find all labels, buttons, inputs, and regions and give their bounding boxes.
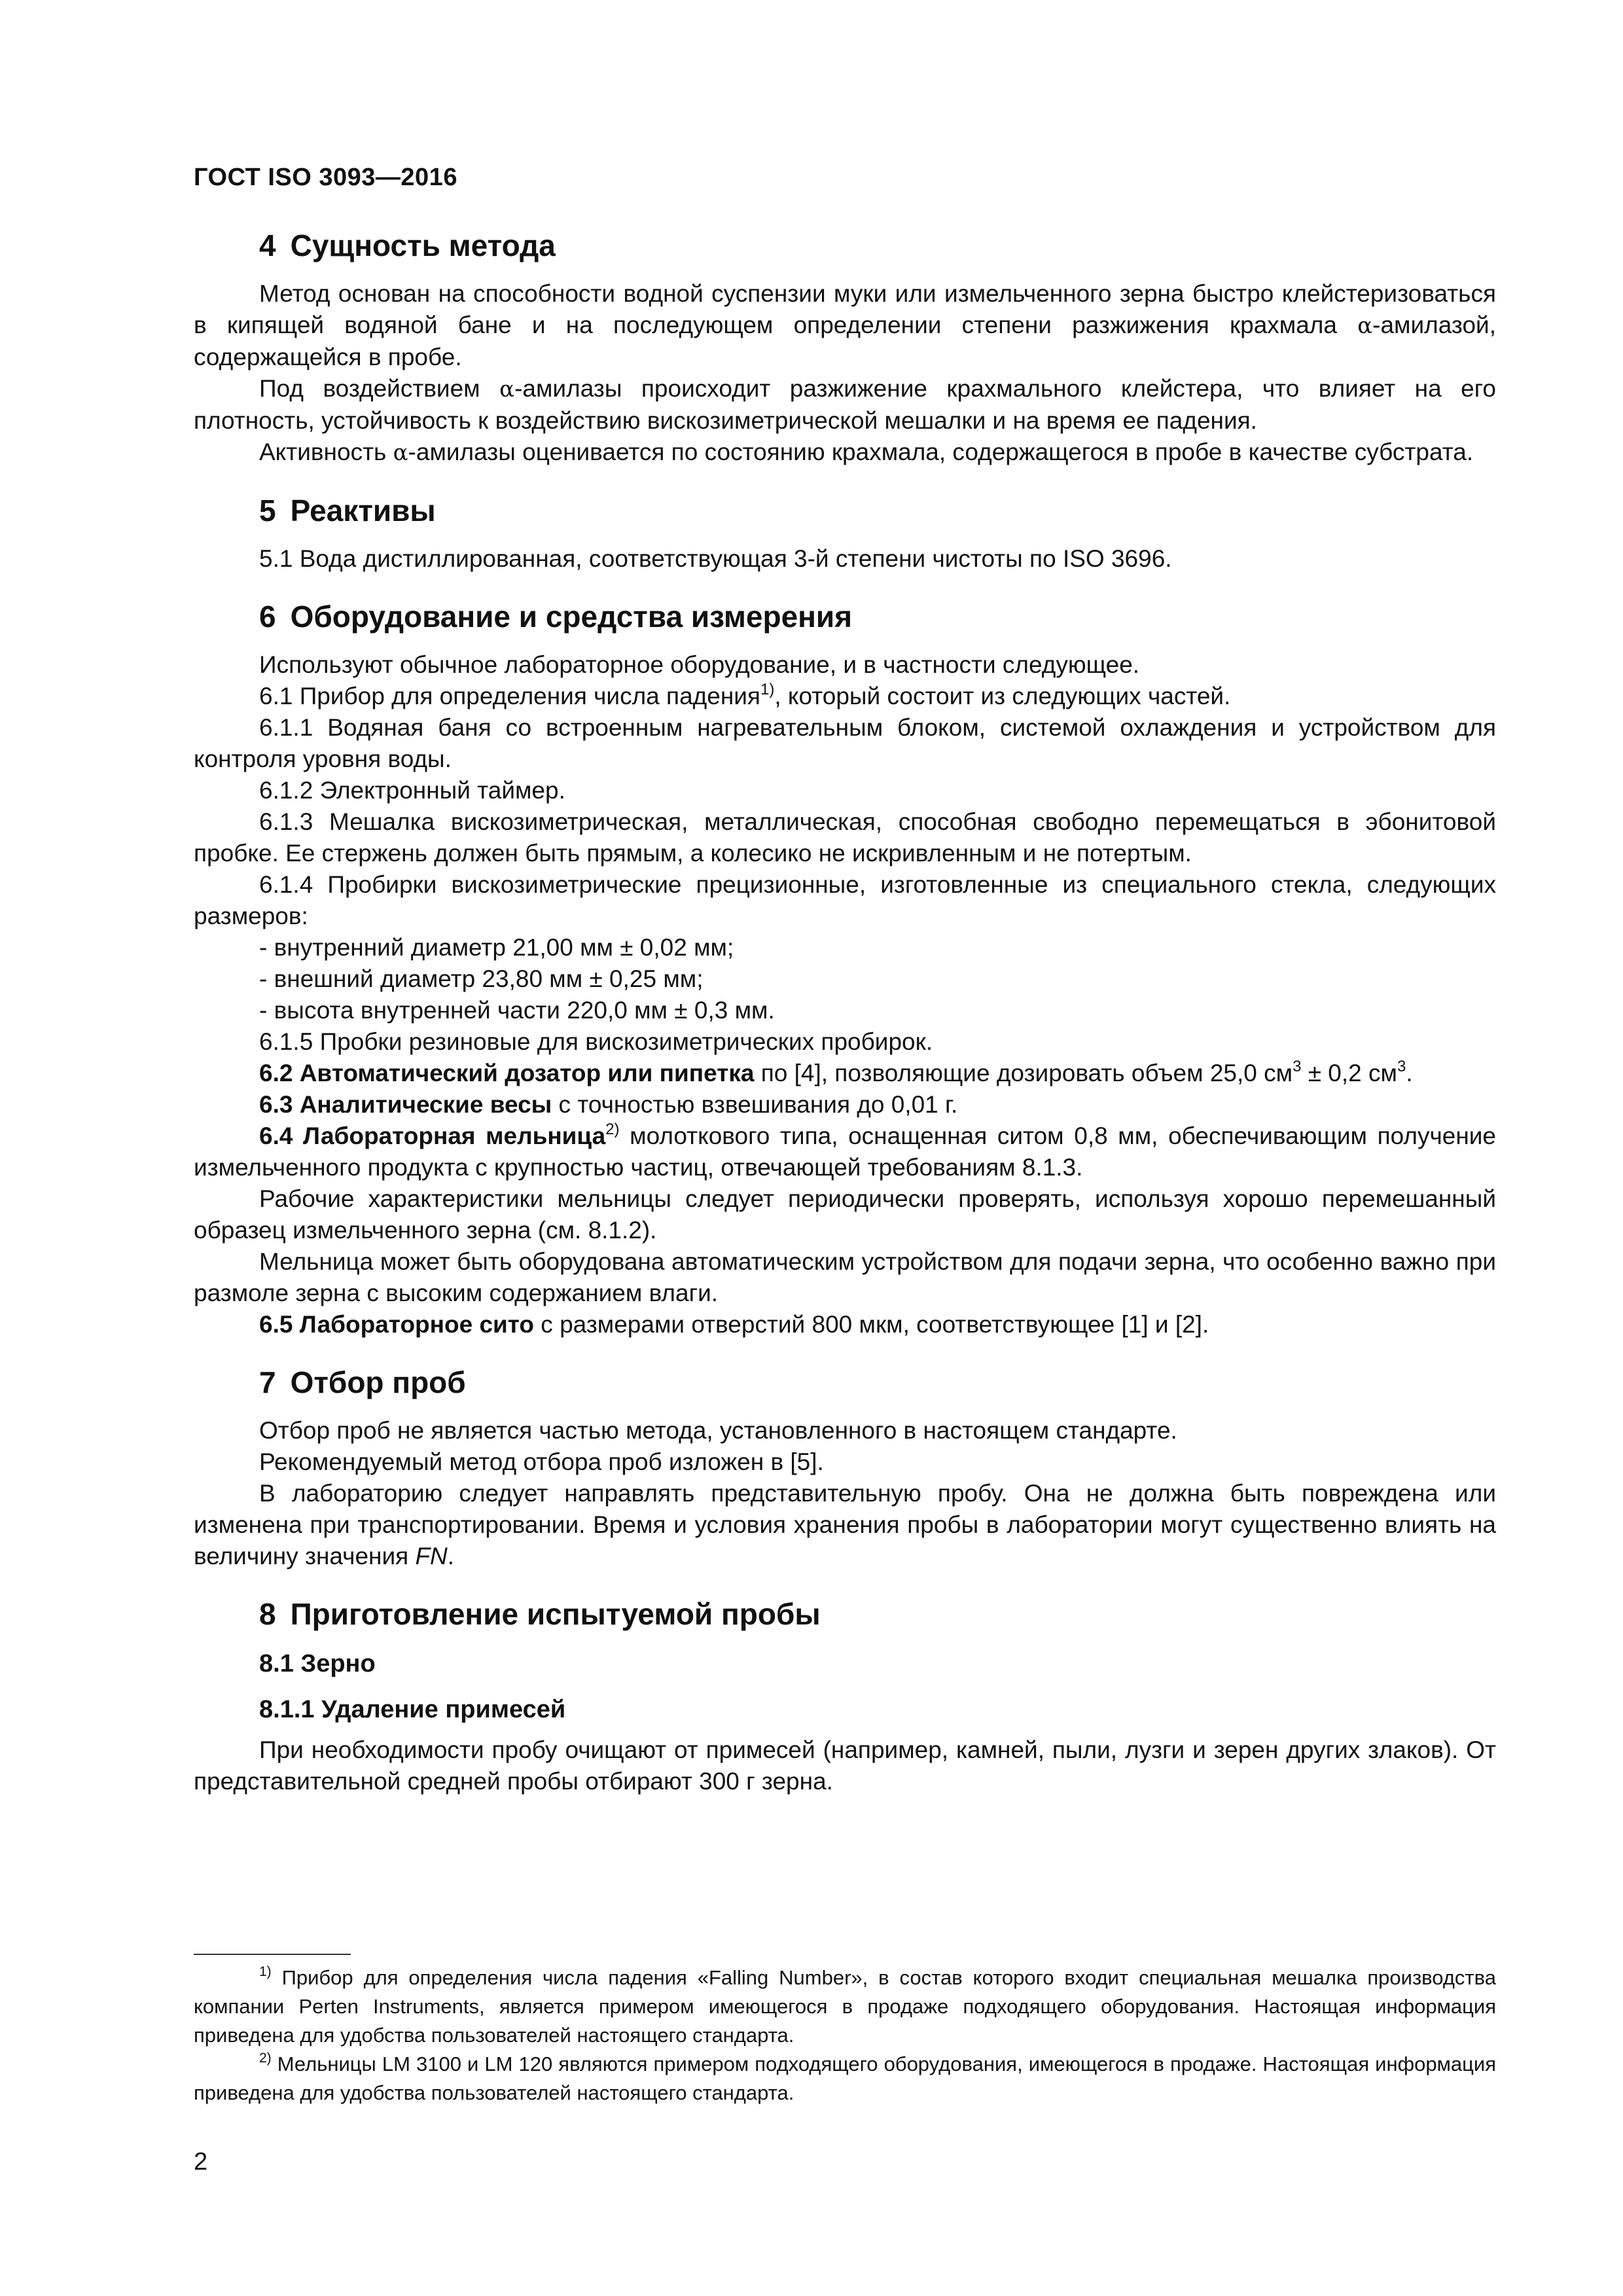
text: , который состоит из следующих частей. [774, 683, 1231, 709]
paragraph: 6.1.2 Электронный таймер. [259, 777, 565, 804]
section-5-heading [194, 491, 1496, 530]
paragraph: 6.1.5 Пробки резиновые для вискозиметрических пробирок. [259, 1028, 933, 1055]
paragraph: Мельница может быть оборудована автоматическим устройством для подачи зерна, что особенно важно при размоле зерна с высоким содержанием влаги. [194, 1248, 1496, 1306]
text: 6.1 Прибор для определения числа падения [259, 683, 760, 709]
paragraph [194, 437, 1496, 469]
section-6-heading [194, 597, 1496, 636]
list-item: - высота внутренней части 220,0 мм ± 0,3 мм. [259, 997, 775, 1024]
document-header: ГОСТ ISO 3093—2016 [194, 164, 457, 191]
text: В лабораторию следует направлять представительную пробу. Она не должна быть повреждена или изменена при транспортировании. Время и условия хранения пробы в лаборатории могут существенно влиять на величину значения [194, 1480, 1496, 1570]
paragraph [194, 1089, 1496, 1121]
section-8-heading [194, 1594, 1496, 1634]
section-7-heading [194, 1363, 1496, 1402]
footnote-1 [194, 1964, 1496, 2050]
text: молоткового типа, оснащенная ситом 0,8 мм, обеспечивающим получение измельченного продукта с крупностью частиц, отвечающей требованиям 8.1.3. [194, 1122, 1496, 1181]
page-number: 2 [194, 2148, 208, 2176]
paragraph [194, 373, 1496, 437]
section-number: 4 [259, 228, 276, 262]
footnote-ref: 2) [605, 1121, 620, 1138]
paragraph: Рекомендуемый метод отбора проб изложен в [5]. [259, 1448, 824, 1475]
alpha-symbol: α [1357, 313, 1373, 339]
footnote-ref: 1) [760, 681, 775, 698]
paragraph: 5.1 Вода дистиллированная, соответствующая 3-й степени чистоты по ISO 3696. [259, 545, 1172, 572]
section-title: Оборудование и средства измерения [290, 600, 853, 634]
superscript: 3 [1293, 1058, 1302, 1075]
text: с точностью взвешивания до 0,01 г. [552, 1091, 958, 1118]
footnotes [194, 1964, 1496, 2108]
bold-term: 6.3 Аналитические весы [259, 1091, 552, 1118]
footnote-divider [194, 1954, 351, 1955]
subsection-8-1-heading: 8.1 Зерно [259, 1650, 376, 1677]
text: . [1406, 1060, 1413, 1086]
section-title: Отбор проб [290, 1365, 466, 1399]
paragraph [194, 1309, 1496, 1340]
paragraph [194, 1478, 1496, 1572]
paragraph: Используют обычное лабораторное оборудование, и в частности следующее. [259, 651, 1140, 678]
text: -амилазы происходит разжижение крахмального клейстера, что влияет на его плотность, устойчивость к воздействию вискозиметрической мешалки и на время ее падения. [194, 375, 1497, 434]
paragraph: Рабочие характеристики мельницы следует периодически проверять, используя хорошо перемешанный образец измельченного зерна (см. 8.1.2). [194, 1185, 1496, 1244]
text: с размерами отверстий 800 мкм, соответствующее [1] и [2]. [534, 1311, 1209, 1338]
paragraph [194, 1121, 1496, 1183]
section-title: Сущность метода [290, 228, 556, 262]
section-number: 6 [259, 600, 276, 634]
paragraph: 6.1.1 Водяная баня со встроенным нагревательным блоком, системой охлаждения и устройством для контроля уровня воды. [194, 714, 1496, 772]
text: Активность [259, 439, 393, 465]
paragraph: 6.1.4 Пробирки вискозиметрические прецизионные, изготовленные из специального стекла, следующих размеров: [194, 871, 1496, 929]
bold-term: 6.5 Лабораторное сито [259, 1311, 535, 1338]
text: Метод основан на способности водной суспензии муки или измельченного зерна быстро клейстеризоваться в кипящей водяной бане и на последующем определении степени разжижения крахмала [194, 280, 1496, 338]
bold-term: 6.4 Лабораторная мельница [259, 1122, 606, 1149]
paragraph: Отбор проб не является частью метода, установленного в настоящем стандарте. [259, 1417, 1177, 1444]
text: -амилазы оценивается по состоянию крахмала, содержащегося в пробе в качестве субстрата. [408, 439, 1474, 465]
paragraph [194, 681, 1496, 712]
italic-term: FN [415, 1543, 448, 1570]
section-number: 7 [259, 1365, 276, 1399]
paragraph: 6.1.3 Мешалка вискозиметрическая, металлическая, способная свободно перемещаться в эбонитовой пробке. Ее стержень должен быть прямым, а колесико не искривленным и не потертым. [194, 808, 1496, 867]
document-body [194, 226, 1496, 1797]
section-number: 5 [259, 493, 276, 528]
paragraph: При необходимости пробу очищают от примесей (например, камней, пыли, лузги и зерен других злаков). От представительной средней пробы отбирают 300 г зерна. [194, 1736, 1496, 1795]
footnote-marker: 2) [259, 2051, 272, 2066]
subsection-8-1-1-heading: 8.1.1 Удаление примесей [259, 1696, 566, 1723]
list-item: - внешний диаметр 23,80 мм ± 0,25 мм; [259, 965, 704, 992]
section-4-heading [194, 226, 1496, 265]
list-item: - внутренний диаметр 21,00 мм ± 0,02 мм; [259, 934, 734, 961]
text: -амилазой, содержащейся в пробе. [194, 312, 1496, 370]
text: . [447, 1543, 455, 1570]
paragraph [194, 278, 1496, 373]
section-number: 8 [259, 1597, 276, 1631]
superscript: 3 [1397, 1058, 1406, 1075]
bold-term: 6.2 Автоматический дозатор или пипетка [259, 1060, 755, 1086]
text: ± 0,2 см [1301, 1060, 1397, 1086]
section-title: Реактивы [290, 493, 436, 528]
text: Мельницы LM 3100 и LM 120 являются примером подходящего оборудования, имеющегося в продаже. Настоящая информация приведена для удобства пользователей настоящего стандарта. [194, 2053, 1496, 2104]
alpha-symbol: α [499, 376, 515, 403]
text: Под воздействием [259, 375, 500, 402]
footnote-marker: 1) [259, 1964, 272, 1979]
text: Прибор для определения числа падения «Falling Number», в состав которого входит специальная мешалка производства компании Perten Instruments, является примером имеющегося в продаже подходящего оборудования. Настоящая информация приведена для удобства пользователей настоящего стандарта. [194, 1966, 1496, 2047]
paragraph [194, 1058, 1496, 1089]
footnote-2 [194, 2050, 1496, 2108]
text: по [4], позволяющие дозировать объем 25,0 см [754, 1060, 1293, 1086]
alpha-symbol: α [393, 440, 408, 466]
section-title: Приготовление испытуемой пробы [290, 1597, 821, 1631]
